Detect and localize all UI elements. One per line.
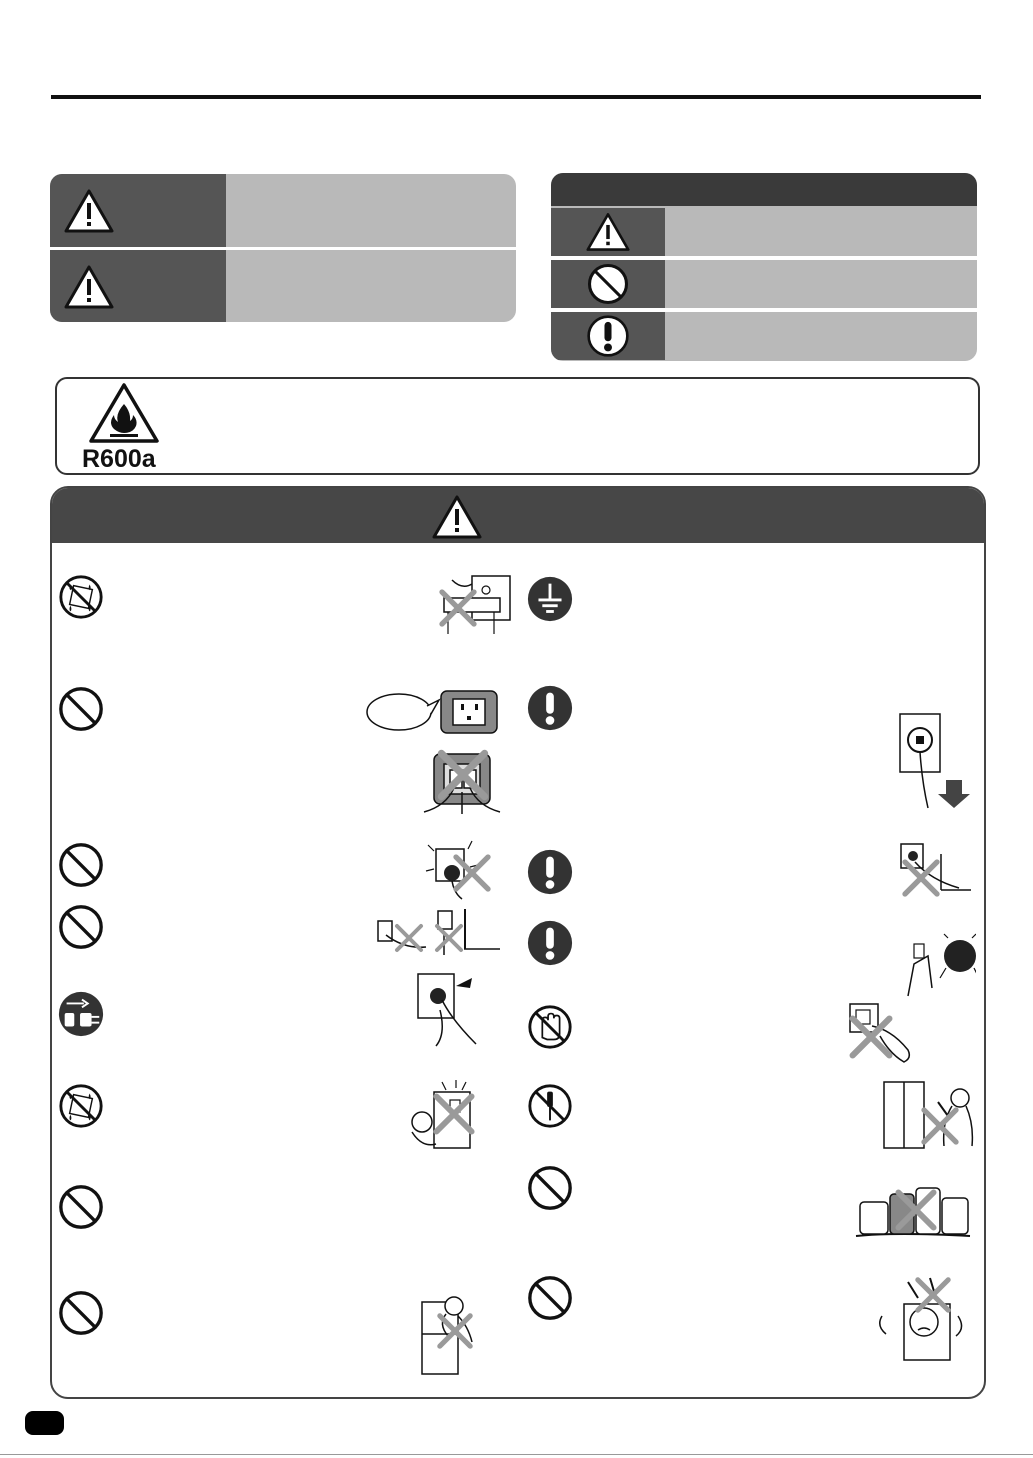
prohibited-icon: [57, 903, 105, 951]
legend-level-label: [150, 196, 220, 226]
mandatory-exclamation-icon: [526, 848, 574, 896]
prohibited-icon: [57, 1183, 105, 1231]
symbol-legend-row: [551, 208, 977, 256]
loose-plug-illustration: [418, 835, 498, 901]
no-water-splash-icon: [57, 1082, 105, 1130]
no-wet-hands-icon: [526, 1003, 574, 1051]
unplug-arrow-illustration: [896, 710, 976, 810]
pull-plug-illustration: [412, 970, 484, 1048]
top-items-falling-illustration: [868, 1276, 970, 1362]
warning-triangle-icon: [432, 494, 482, 540]
warning-triangle-icon: [586, 211, 630, 253]
mandatory-exclamation-icon: [526, 919, 574, 967]
prohibited-icon: [57, 1289, 105, 1337]
child-climbing-illustration: [418, 1288, 480, 1376]
prohibited-icon: [526, 1164, 574, 1212]
socket-spark-illustration: [893, 836, 973, 902]
legend-level-row: [50, 250, 516, 322]
header-rule: [51, 95, 981, 99]
ground-earth-icon: [526, 575, 574, 623]
socket-callout-illustration: [365, 688, 500, 736]
prohibited-icon: [57, 841, 105, 889]
disassembly-illustration: [878, 1076, 974, 1150]
legend-level-row: [50, 174, 516, 247]
hazard-level-legend: [50, 174, 516, 322]
no-disassembly-icon: [526, 1082, 574, 1130]
damaged-cord-illustration: [368, 905, 503, 963]
warning-triangle-icon: [64, 264, 114, 310]
prohibited-icon: [57, 685, 105, 733]
wet-hand-plug-illustration: [846, 1000, 918, 1068]
prohibited-icon: [526, 1274, 574, 1322]
warning-triangle-icon: [64, 188, 114, 234]
page-number: [25, 1411, 64, 1435]
symbol-legend-row: [551, 312, 977, 360]
cleaning-plug-illustration: [902, 932, 976, 998]
symbol-legend-row: [551, 260, 977, 308]
legend-level-label: [150, 272, 220, 302]
warnings-header: [52, 488, 984, 543]
mandatory-exclamation-icon: [586, 314, 630, 358]
flammable-sprays-illustration: [854, 1180, 972, 1238]
prohibited-icon: [586, 262, 630, 306]
flammable-hazard-icon: [88, 382, 160, 444]
no-water-splash-icon: [57, 573, 105, 621]
mandatory-exclamation-icon: [526, 684, 574, 732]
water-spray-illustration: [406, 1078, 476, 1150]
refrigerant-notice: [55, 377, 980, 475]
symbol-legend: [551, 173, 977, 361]
warnings-panel: [50, 486, 986, 1399]
unplug-icon: [57, 990, 105, 1038]
multi-plug-socket-illustration: [420, 748, 505, 818]
symbol-legend-title: [551, 173, 977, 206]
bottom-rule: [0, 1454, 1033, 1455]
water-splash-illustration: [438, 570, 516, 636]
refrigerant-code: R600a: [82, 445, 156, 473]
